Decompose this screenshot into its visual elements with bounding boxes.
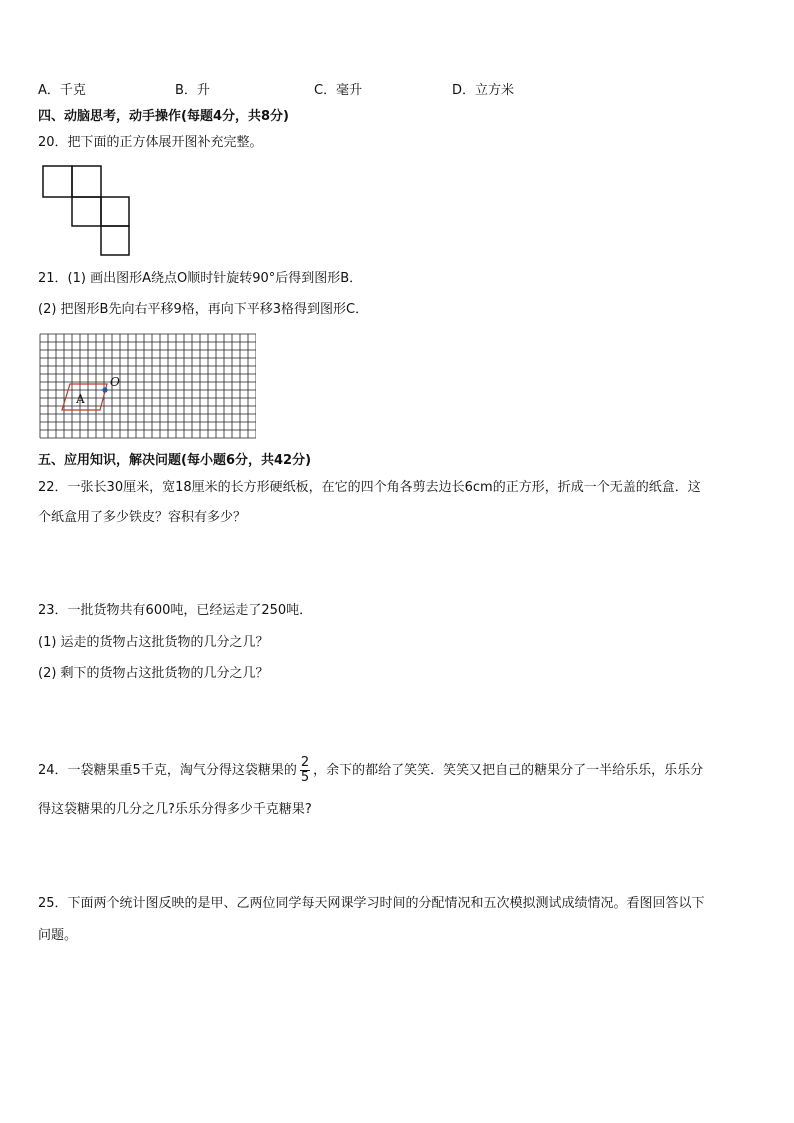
point-o-marker xyxy=(102,387,107,392)
question-22-line2: 个纸盒用了多少铁皮？容积有多少？ xyxy=(38,510,247,525)
net-square xyxy=(72,197,101,226)
question-25-line1: 25．下面两个统计图反映的是甲、乙两位同学每天网课学习时间的分配情况和五次模拟测试成绩情况。看图回答以下 xyxy=(38,896,705,911)
net-square xyxy=(43,166,72,197)
question-25-line2: 问题。 xyxy=(38,928,78,943)
question-23-part1: (1) 运走的货物占这批货物的几分之几？ xyxy=(38,635,269,650)
question-21-part1: 21．(1) 画出图形A绕点O顺时针旋转90°后得到图形B． xyxy=(38,271,363,286)
fraction-denominator: 5 xyxy=(300,770,310,785)
net-square xyxy=(72,166,101,197)
question-24-text-b: ，余下的都给了笑笑．笑笑又把自己的糖果分了一半给乐乐，乐乐分 xyxy=(313,763,704,778)
question-20: 20．把下面的正方体展开图补充完整。 xyxy=(38,135,263,150)
question-23: 23．一批货物共有600吨，已经运走了250吨． xyxy=(38,603,313,618)
net-square xyxy=(101,226,129,255)
fraction-numerator: 2 xyxy=(300,755,310,770)
question-21-part2: (2) 把图形B先向右平移9格，再向下平移3格得到图形C． xyxy=(38,302,369,317)
square-grid-figure xyxy=(38,332,256,442)
section-4-heading: 四、动脑思考，动手操作(每题4分，共8分) xyxy=(38,109,289,124)
question-24-line2: 得这袋糖果的几分之几?乐乐分得多少千克糖果? xyxy=(38,802,312,817)
question-24-text-a: 24．一袋糖果重5千克，淘气分得这袋糖果的 xyxy=(38,763,297,778)
option-d: D．立方米 xyxy=(452,83,515,98)
cube-net-figure xyxy=(40,163,132,259)
fraction-two-fifths xyxy=(300,756,310,785)
question-24-line1 xyxy=(38,756,703,785)
option-a: A．千克 xyxy=(38,83,86,98)
net-square xyxy=(101,197,129,226)
option-b: B．升 xyxy=(175,83,210,98)
section-5-heading: 五、应用知识，解决问题(每小题6分，共42分) xyxy=(38,453,312,468)
point-o-label: O xyxy=(110,375,120,389)
question-23-part2: (2) 剩下的货物占这批货物的几分之几？ xyxy=(38,666,269,681)
shape-a-label: A xyxy=(76,392,85,406)
question-22-line1: 22．一张长30厘米，宽18厘米的长方形硬纸板，在它的四个角各剪去边长6cm的正方形，折成一个无盖的纸盒．这 xyxy=(38,480,701,495)
option-c: C．毫升 xyxy=(314,83,363,98)
